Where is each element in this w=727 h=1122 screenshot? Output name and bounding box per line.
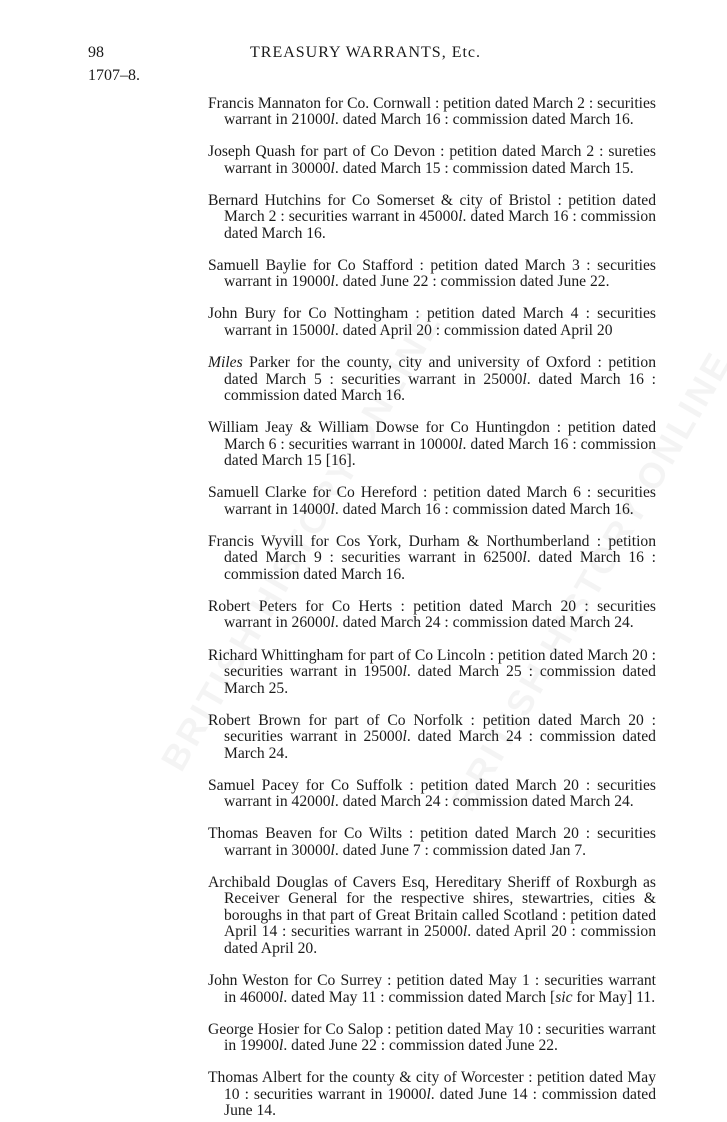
entry: Robert Peters for Co Herts : petition dated March 20 : securities warrant in 26000l. dated March 24 : commission dated March 24. <box>208 597 656 632</box>
entry: Samuel Pacey for Co Suffolk : petition dated March 20 : securities warrant in 42000l. dated March 24 : commission dated March 24. <box>208 776 656 811</box>
entry: William Jeay & William Dowse for Co Huntingdon : petition dated March 6 : securities warrant in 10000l. dated March 16 : commission dated March 15 [16]. <box>208 419 656 470</box>
entry: Samuell Clarke for Co Hereford : petition dated March 6 : securities warrant in 14000l. dated March 16 : commission dated March 16. <box>208 484 656 518</box>
warrant-entries <box>208 80 656 1122</box>
entry: Samuell Baylie for Co Stafford : petition dated March 3 : securities warrant in 19000l. dated June 22 : commission dated June 22. <box>208 256 656 291</box>
entry: Thomas Beaven for Co Wilts : petition dated March 20 : securities warrant in 30000l. dated June 7 : commission dated Jan 7. <box>208 825 656 859</box>
entry: Joseph Quash for part of Co Devon : petition dated March 2 : sureties warrant in 30000l. dated March 15 : commission dated March 15. <box>208 143 656 177</box>
entry: Richard Whittingham for part of Co Lincoln : petition dated March 20 : securities warrant in 19500l. dated March 25 : commission dated March 25. <box>208 646 656 697</box>
entry: John Weston for Co Surrey : petition dated May 1 : securities warrant in 46000l. dated May 11 : commission dated March [sic for May] 11. <box>208 972 656 1006</box>
entry: Francis Mannaton for Co. Cornwall : petition dated March 2 : securities warrant in 21000l. dated March 16 : commission dated March 16. <box>208 94 656 129</box>
entry: John Bury for Co Nottingham : petition dated March 4 : securities warrant in 15000l. dated April 20 : commission dated April 20 <box>208 305 656 339</box>
entry: Archibald Douglas of Cavers Esq, Hereditary Sheriff of Roxburgh as Receiver General for the respective shires, stewartries, cities & boroughs in that part of Great Britain called Scotland : petition dated April 14 : securities warrant in 25000l. dated April 20 : commission dated April 20. <box>208 873 656 957</box>
page-number: 98 <box>88 44 104 61</box>
entry: George Hosier for Co Salop : petition dated May 10 : securities warrant in 19900l. dated June 22 : commission dated June 22. <box>208 1020 656 1055</box>
entry: Bernard Hutchins for Co Somerset & city of Bristol : petition dated March 2 : securities warrant in 45000l. dated March 16 : commission dated March 16. <box>208 191 656 242</box>
running-head: TREASURY WARRANTS, Etc. <box>250 44 482 61</box>
entry: Robert Brown for part of Co Norfolk : petition dated March 20 : securities warrant in 25000l. dated March 24 : commission dated March 24. <box>208 711 656 762</box>
entry: Miles Parker for the county, city and university of Oxford : petition dated March 5 : securities warrant in 25000l. dated March 16 : commission dated March 16. <box>208 354 656 405</box>
year-marginal: 1707–8. <box>88 67 140 84</box>
entry: Francis Wyvill for Cos York, Durham & Northumberland : petition dated March 9 : securities warrant in 62500l. dated March 16 : commission dated March 16. <box>208 532 656 583</box>
entry: Thomas Albert for the county & city of Worcester : petition dated May 10 : securities warrant in 19000l. dated June 14 : commission dated June 14. <box>208 1069 656 1120</box>
